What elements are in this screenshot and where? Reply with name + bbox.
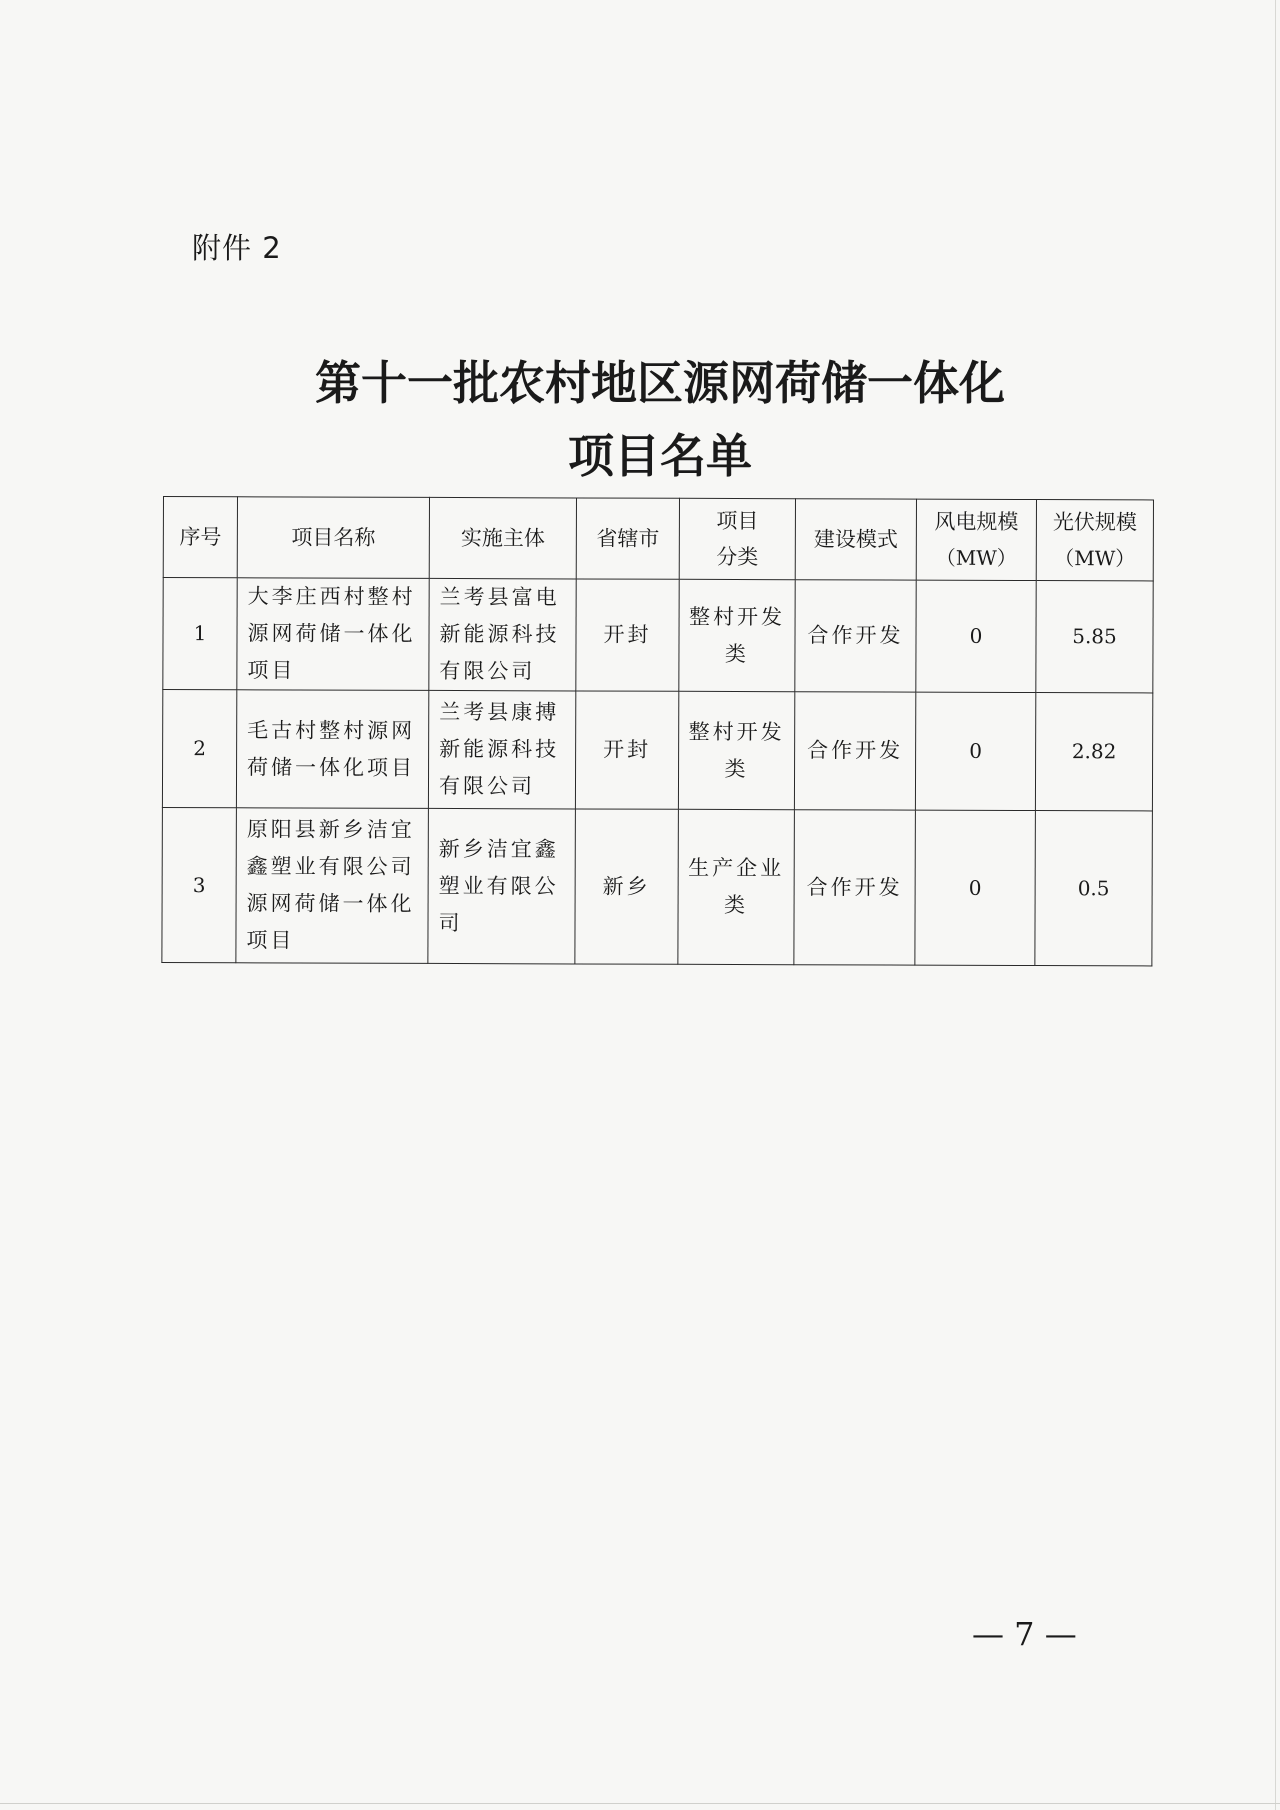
cell-city: 开封 <box>576 579 679 691</box>
column-header-wind-label: 风电规模 <box>934 509 1019 534</box>
cell-wind: 0 <box>916 580 1036 692</box>
cell-mode: 合作开发 <box>795 580 916 692</box>
column-header-no: 序号 <box>163 497 237 578</box>
cell-solar: 5.85 <box>1036 581 1153 693</box>
cell-name: 大李庄西村整村源网荷储一体化项目 <box>237 578 429 691</box>
column-header-solar-unit: （MW） <box>1054 546 1136 571</box>
table-row <box>162 807 1153 965</box>
cell-city: 开封 <box>575 691 678 809</box>
cell-category: 整村开发类 <box>679 579 795 691</box>
cell-no: 3 <box>162 807 237 962</box>
column-header-category-line-1: 项目 <box>716 508 759 534</box>
column-header-solar-label: 光伏规模 <box>1052 510 1137 535</box>
cell-solar: 2.82 <box>1035 693 1152 811</box>
column-header-name: 项目名称 <box>237 497 429 579</box>
cell-solar: 0.5 <box>1035 811 1153 966</box>
cell-wind: 0 <box>915 810 1036 965</box>
cell-category: 生产企业类 <box>678 809 795 964</box>
project-list-table <box>161 496 1154 966</box>
cell-no: 2 <box>162 690 236 808</box>
cell-name: 原阳县新乡洁宜鑫塑业有限公司源网荷储一体化项目 <box>236 808 429 964</box>
cell-name: 毛古村整村源网荷储一体化项目 <box>236 690 428 809</box>
cell-entity: 兰考县康搏新能源科技有限公司 <box>428 690 575 809</box>
cell-city: 新乡 <box>575 809 679 964</box>
column-header-wind <box>916 499 1036 580</box>
page-edge <box>1275 0 1276 1810</box>
cell-entity: 兰考县富电新能源科技有限公司 <box>429 578 576 691</box>
document-title-line-2: 项目名单 <box>568 429 752 483</box>
page-edge <box>0 1803 1280 1804</box>
table-header-row <box>163 497 1153 581</box>
table-row <box>163 578 1153 693</box>
column-header-wind-unit: （MW） <box>935 545 1017 570</box>
column-header-category <box>679 498 795 579</box>
page-number: — 7 — <box>972 1615 1077 1653</box>
cell-mode: 合作开发 <box>794 810 916 965</box>
cell-entity: 新乡洁宜鑫塑业有限公司 <box>428 808 576 964</box>
cell-category: 整村开发类 <box>678 691 794 809</box>
column-header-category-line-2: 分类 <box>716 544 759 570</box>
column-header-mode: 建设模式 <box>795 499 916 580</box>
cell-wind: 0 <box>915 692 1035 810</box>
table-row <box>162 690 1152 811</box>
column-header-city: 省辖市 <box>576 498 679 579</box>
cell-no: 1 <box>163 578 237 690</box>
cell-mode: 合作开发 <box>794 692 915 810</box>
column-header-solar <box>1036 500 1153 581</box>
attachment-label: 附件 2 <box>192 231 282 265</box>
document-title-line-1: 第十一批农村地区源网荷储一体化 <box>315 356 1005 410</box>
column-header-entity: 实施主体 <box>429 497 576 579</box>
